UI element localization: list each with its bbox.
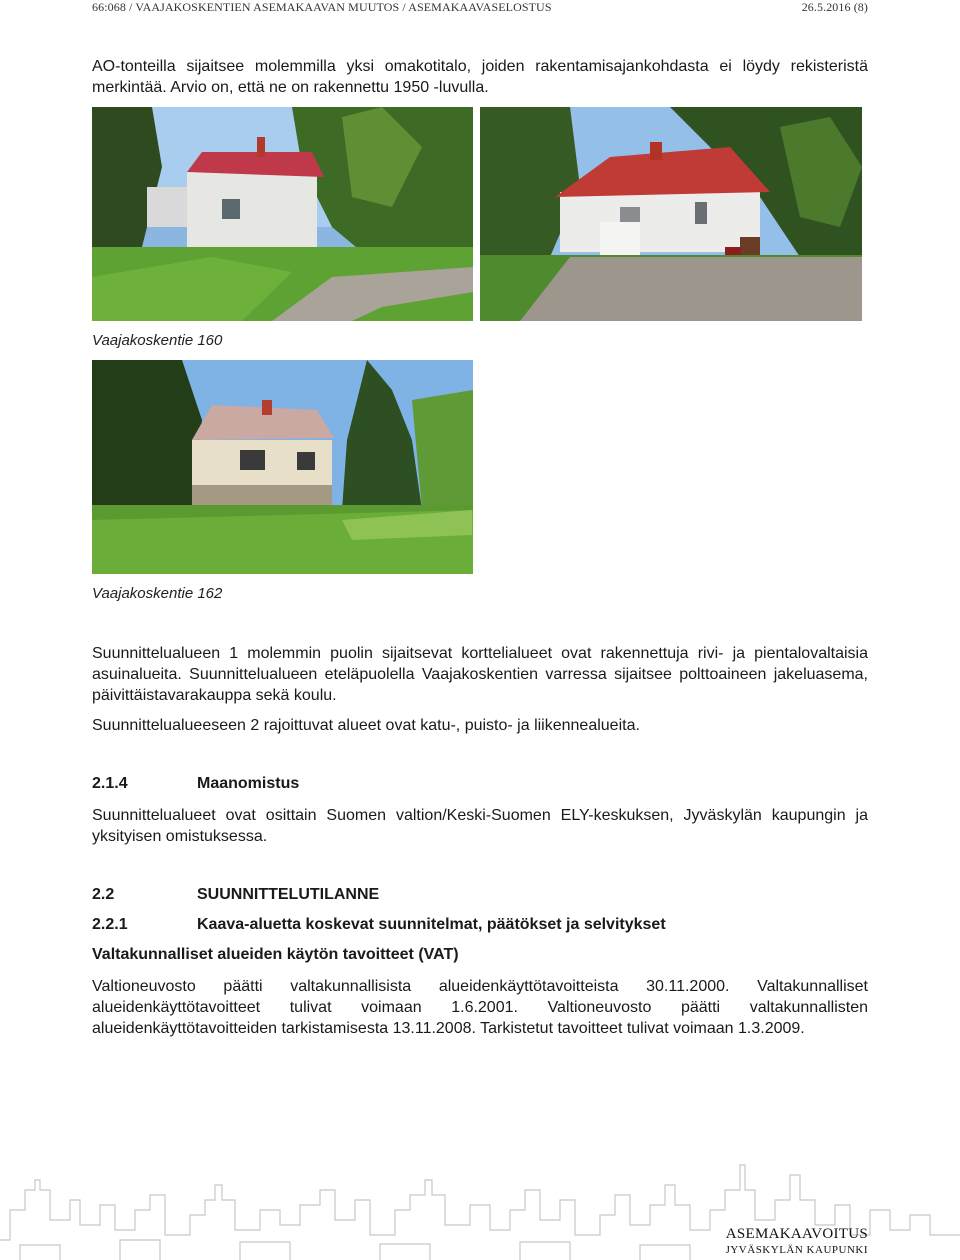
photo-caption-2: Vaajakoskentie 162 xyxy=(92,585,223,602)
house-photo-3 xyxy=(92,360,473,574)
intro-paragraph: AO-tonteilla sijaitsee molemmilla yksi omakotitalo, joiden rakentamisajankohdasta ei löydy rekisteristä merkintää. Arvio on, että ne on rakennettu 1950 -luvulla. xyxy=(92,58,868,96)
section-number: 2.1.4 xyxy=(92,775,128,792)
section-number: 2.2 xyxy=(92,886,115,903)
body-paragraph-3: Suunnittelualueet ovat osittain Suomen valtion/Keski-Suomen ELY-keskuksen, Jyväskylän kaupungin ja yksityisen omistuksessa. xyxy=(92,807,868,845)
photo-caption-1: Vaajakoskentie 160 xyxy=(92,332,223,349)
footer-brand-city: JYVÄSKYLÄN KAUPUNKI xyxy=(725,1244,868,1256)
page-date-number: 26.5.2016 (8) xyxy=(801,0,868,14)
body-paragraph-4: Valtioneuvosto päätti valtakunnallisista alueidenkäyttötavoitteista 30.11.2000. Valtakunnalliset alueidenkäyttötavoitteet tulivat voimaan 1.6.2001. Valtioneuvosto päätti valtakunnallisten alueidenkäyttötavoitteiden tarkistamisesta 13.11.2008. Tarkistetut tavoitteet tulivat voimaan 1.3.2009. xyxy=(92,978,868,1037)
page-header xyxy=(92,0,868,16)
section-title: Maanomistus xyxy=(197,775,300,792)
subheading-vat: Valtakunnalliset alueiden käytön tavoitteet (VAT) xyxy=(92,946,459,963)
body-paragraph-2: Suunnittelualueeseen 2 rajoittuvat alueet ovat katu-, puisto- ja liikennealueita. xyxy=(92,717,640,734)
house-photo-2 xyxy=(480,107,862,321)
body-paragraph-1: Suunnittelualueen 1 molemmin puolin sijaitsevat korttelialueet ovat rakennettuja rivi- ja pientalovaltaisia asuinalueita. Suunnittelualueen eteläpuolella Vaajakoskentien varressa sijaitsee polttoaineen jakeluasema, päivittäistavarakauppa sekä koulu. xyxy=(92,645,868,704)
document-title: 66:068 / VAAJAKOSKENTIEN ASEMAKAAVAN MUUTOS / ASEMAKAAVASELOSTUS xyxy=(92,0,552,14)
section-title: SUUNNITTELUTILANNE xyxy=(197,886,380,903)
section-number: 2.2.1 xyxy=(92,916,128,933)
footer-brand-title: ASEMAKAAVOITUS xyxy=(725,1226,868,1242)
house-photo-1 xyxy=(92,107,473,321)
section-title: Kaava-aluetta koskevat suunnitelmat, päätökset ja selvitykset xyxy=(197,916,666,933)
